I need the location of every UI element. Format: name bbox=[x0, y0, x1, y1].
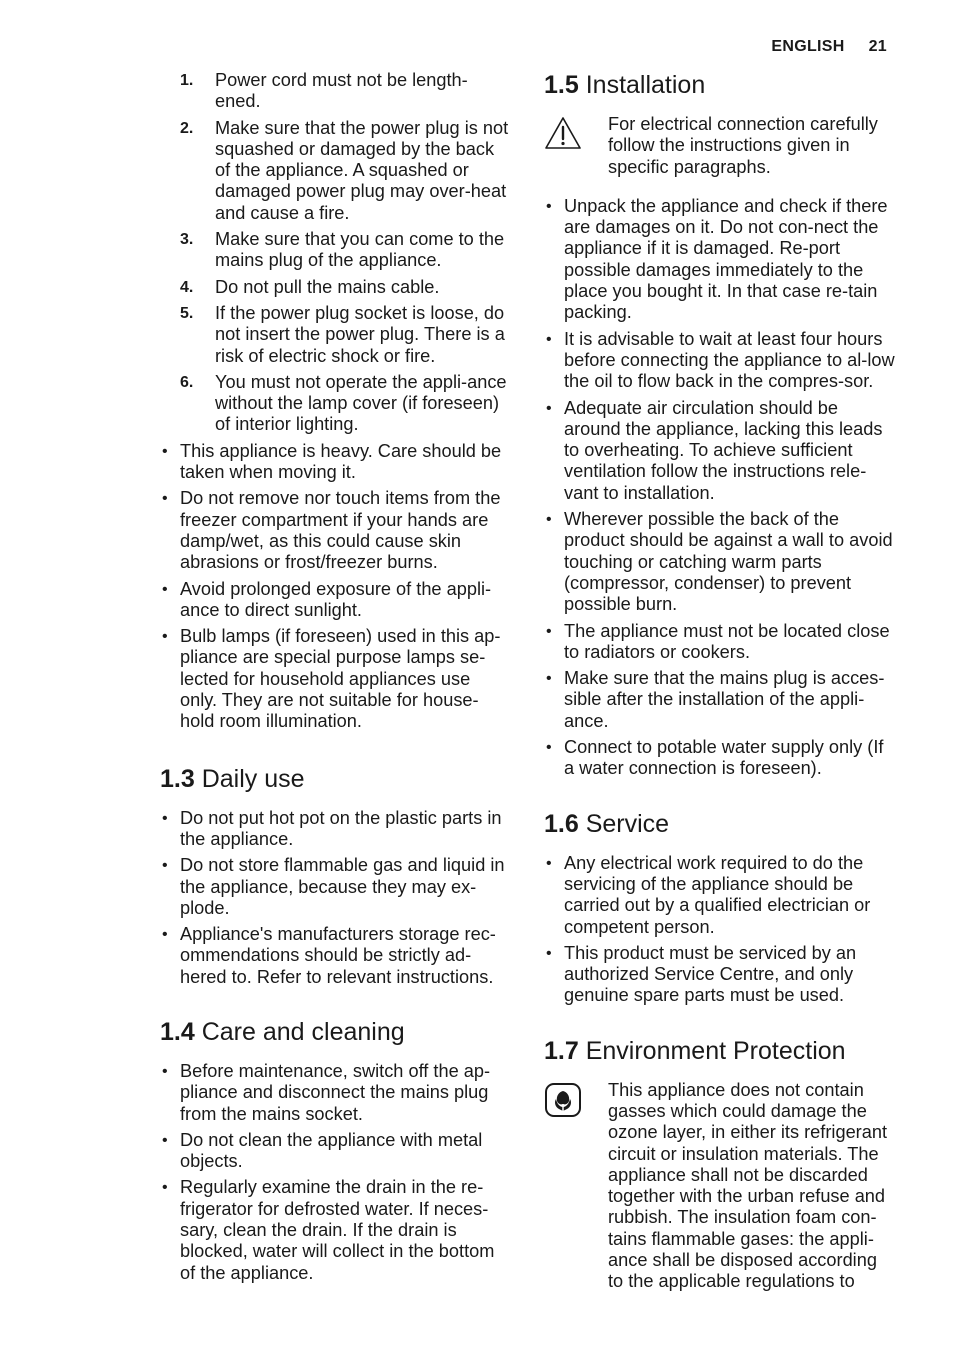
notice-text: For electrical connection carefully follow the instructions given in specific paragraphs. bbox=[608, 114, 878, 177]
bullet-icon: • bbox=[546, 944, 552, 962]
section-title-service bbox=[544, 809, 896, 839]
section-title-daily-use bbox=[160, 764, 512, 794]
numbered-list bbox=[160, 70, 512, 436]
bullet-icon: • bbox=[162, 628, 168, 646]
warning-triangle-icon bbox=[544, 116, 582, 155]
list-item bbox=[160, 855, 512, 919]
bullet-icon: • bbox=[546, 739, 552, 757]
list-item bbox=[544, 509, 896, 615]
bullet-icon: • bbox=[546, 622, 552, 640]
item-number: 3. bbox=[180, 231, 194, 249]
section-heading: Daily use bbox=[201, 764, 305, 793]
item-text: Before maintenance, switch off the ap-pliance and disconnect the mains plug from the mains socket. bbox=[180, 1060, 491, 1124]
item-text: Regularly examine the drain in the re-frigerator for defrosted water. If neces-sary, clean the drain. If the drain is blocked, water will collect in the bottom of the appliance. bbox=[180, 1177, 495, 1283]
page-number: 21 bbox=[868, 38, 887, 55]
section-number: 1.6 bbox=[544, 809, 579, 838]
list-item bbox=[160, 626, 512, 732]
item-number: 5. bbox=[180, 304, 194, 322]
environment-tulip-icon bbox=[544, 1082, 582, 1123]
list-item bbox=[544, 398, 896, 504]
list-item bbox=[544, 853, 896, 938]
list-item bbox=[544, 943, 896, 1007]
bullet-icon: • bbox=[162, 580, 168, 598]
list-item bbox=[544, 329, 896, 393]
bullet-list bbox=[160, 808, 512, 988]
list-item bbox=[544, 196, 896, 324]
notice-text: This appliance does not contain gasses which could damage the ozone layer, in either its refrigerant circuit or insulation materials. The appliance shall not be discarded together with the urban refuse and rubbish. The insulation foam con-tains flammable gases: the appli-ance shall be disposed according to the applicable regulations to bbox=[608, 1079, 888, 1292]
bullet-icon: • bbox=[162, 1062, 168, 1080]
list-item bbox=[160, 1061, 512, 1125]
section-number: 1.4 bbox=[160, 1017, 195, 1046]
section-heading: Environment Protection bbox=[585, 1036, 846, 1065]
bullet-icon: • bbox=[546, 511, 552, 529]
list-item bbox=[160, 924, 512, 988]
left-column bbox=[160, 70, 512, 1289]
page-header bbox=[771, 38, 887, 56]
item-text: Bulb lamps (if foreseen) used in this ap-pliance are special purpose lamps se-lected for household appliances use only. They are not suitable for house-hold room illumination. bbox=[180, 626, 501, 732]
item-text: This product must be serviced by an authorized Service Centre, and only genuine spare parts must be used. bbox=[564, 942, 857, 1006]
item-text: Adequate air circulation should be around the appliance, lacking this leads to overheating. To achieve sufficient ventilation follow the instructions rele-vant to installation. bbox=[564, 397, 883, 503]
list-item bbox=[160, 488, 512, 573]
item-text: Unpack the appliance and check if there are damages on it. Do not con-nect the appliance if it is damaged. Re-port possible damages immediately to the place you bought it. In that case re-tain packing. bbox=[564, 195, 888, 323]
list-item bbox=[160, 808, 512, 851]
warning-notice bbox=[544, 114, 896, 178]
bullet-list bbox=[544, 853, 896, 1007]
list-item bbox=[160, 70, 512, 113]
list-item bbox=[160, 229, 512, 272]
bullet-icon: • bbox=[546, 399, 552, 417]
bullet-icon: • bbox=[546, 854, 552, 872]
list-item bbox=[160, 1130, 512, 1173]
bullet-icon: • bbox=[162, 857, 168, 875]
section-title-installation bbox=[544, 70, 896, 100]
section-heading: Care and cleaning bbox=[201, 1017, 405, 1046]
bullet-icon: • bbox=[162, 926, 168, 944]
item-text: Do not store flammable gas and liquid in the appliance, because they may ex-plode. bbox=[180, 855, 505, 918]
bullet-icon: • bbox=[162, 1179, 168, 1197]
bullet-list bbox=[160, 1061, 512, 1284]
list-item bbox=[160, 372, 512, 436]
item-text: Do not clean the appliance with metal objects. bbox=[180, 1129, 483, 1172]
item-text: The appliance must not be located close to radiators or cookers. bbox=[564, 620, 890, 662]
bullet-list bbox=[544, 196, 896, 780]
right-column bbox=[544, 70, 896, 1311]
environment-notice bbox=[544, 1080, 896, 1293]
bullet-icon: • bbox=[546, 197, 552, 215]
item-text: Make sure that the power plug is not squashed or damaged by the back of the appliance. A squashed or damaged power plug may over-heat and cause a fire. bbox=[215, 117, 509, 223]
item-number: 2. bbox=[180, 119, 194, 137]
item-text: Connect to potable water supply only (If a water connection is foreseen). bbox=[564, 737, 884, 779]
item-text: You must not operate the appli-ance without the lamp cover (if foreseen) of interior lighting. bbox=[215, 371, 507, 435]
item-text: It is advisable to wait at least four hours before connecting the appliance to al-low the oil to flow back in the compres-sor. bbox=[564, 328, 895, 392]
item-text: Do not put hot pot on the plastic parts in the appliance. bbox=[180, 807, 502, 849]
item-number: 4. bbox=[180, 278, 194, 296]
list-item bbox=[160, 579, 512, 622]
item-number: 1. bbox=[180, 72, 194, 89]
bullet-icon: • bbox=[546, 330, 552, 348]
item-text: Appliance's manufacturers storage rec-ommendations should be strictly ad-hered to. Refer to relevant instructions. bbox=[180, 924, 496, 987]
item-text: If the power plug socket is loose, do not insert the power plug. There is a risk of electric shock or fire. bbox=[215, 302, 505, 366]
bullet-icon: • bbox=[162, 809, 168, 827]
bullet-icon: • bbox=[162, 442, 168, 460]
item-text: Do not remove nor touch items from the freezer compartment if your hands are damp/wet, as this could cause skin abrasions or frost/freezer burns. bbox=[180, 488, 501, 573]
section-number: 1.3 bbox=[160, 764, 195, 793]
item-text: Make sure that you can come to the mains plug of the appliance. bbox=[215, 229, 505, 271]
language-label: ENGLISH bbox=[771, 38, 845, 55]
section-number: 1.5 bbox=[544, 71, 579, 99]
list-item bbox=[160, 441, 512, 484]
list-item bbox=[544, 737, 896, 780]
section-title-care-and-cleaning bbox=[160, 1017, 512, 1047]
list-item bbox=[160, 277, 512, 298]
item-number: 6. bbox=[180, 373, 194, 391]
bullet-list bbox=[160, 441, 512, 733]
list-item bbox=[544, 668, 896, 732]
section-heading: Service bbox=[585, 809, 670, 838]
item-text: Make sure that the mains plug is acces-sible after the installation of the appli-ance. bbox=[564, 668, 885, 731]
section-title-environment-protection bbox=[544, 1036, 896, 1066]
item-text: Avoid prolonged exposure of the appli-ance to direct sunlight. bbox=[180, 578, 492, 620]
item-text: Do not pull the mains cable. bbox=[215, 276, 440, 297]
item-text: This appliance is heavy. Care should be taken when moving it. bbox=[180, 440, 502, 483]
list-item bbox=[544, 621, 896, 664]
list-item bbox=[160, 118, 512, 224]
item-text: Power cord must not be length-ened. bbox=[215, 70, 468, 112]
bullet-icon: • bbox=[162, 1131, 168, 1149]
section-heading: Installation bbox=[585, 71, 706, 99]
item-text: Wherever possible the back of the product should be against a wall to avoid touching or catching warm parts (compressor, condenser) to prevent possible burn. bbox=[564, 509, 893, 615]
list-item bbox=[160, 303, 512, 367]
item-text: Any electrical work required to do the servicing of the appliance should be carried out by a qualified electrician or competent person. bbox=[564, 852, 871, 937]
bullet-icon: • bbox=[162, 490, 168, 508]
section-number: 1.7 bbox=[544, 1036, 579, 1065]
list-item bbox=[160, 1177, 512, 1283]
bullet-icon: • bbox=[546, 670, 552, 688]
